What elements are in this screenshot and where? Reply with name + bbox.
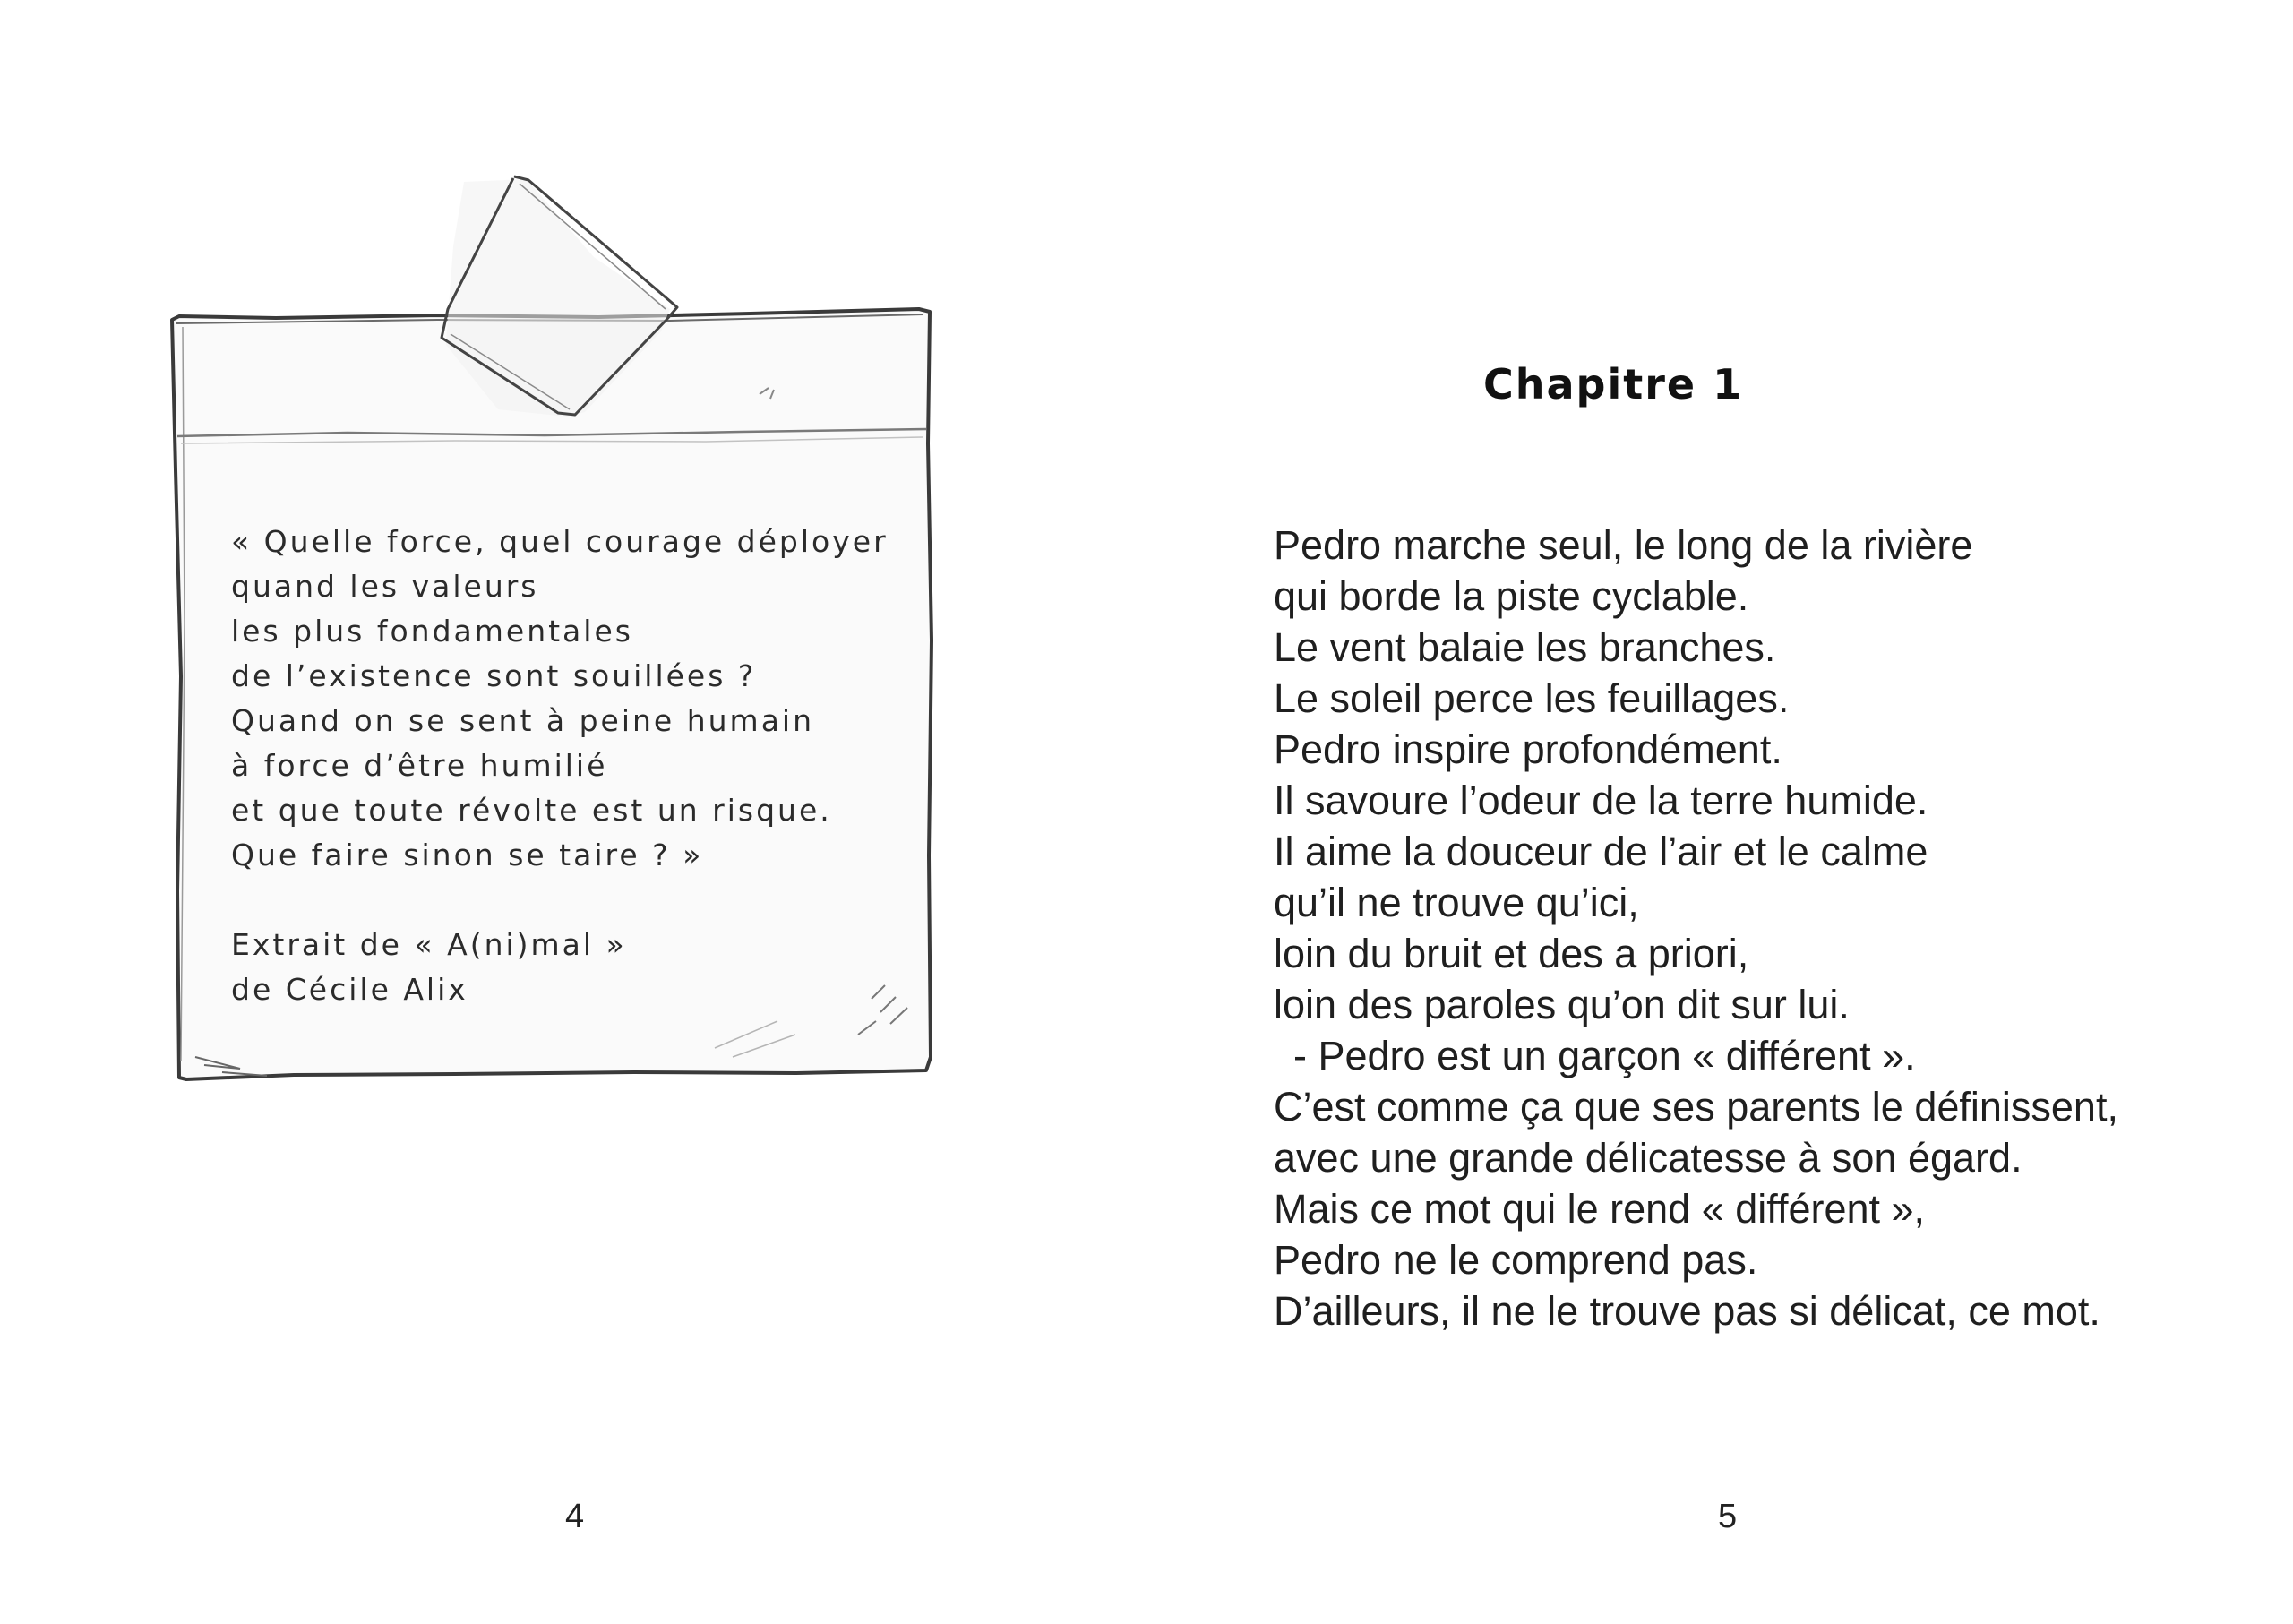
page-number: 5: [1718, 1498, 1738, 1535]
body-line: qui borde la piste cyclable.: [1274, 573, 1749, 619]
quote-line: Quand on se sent à peine humain: [231, 703, 815, 738]
body-line: Pedro ne le comprend pas.: [1274, 1237, 1758, 1283]
chapter-body: [1274, 520, 2277, 1336]
quote-line: Que faire sinon se taire ? »: [231, 838, 704, 872]
quote-line: quand les valeurs: [231, 569, 539, 604]
quote-line: de l’existence sont souillées ?: [231, 658, 757, 693]
body-line: qu’il ne trouve qu’ici,: [1274, 880, 1639, 925]
body-line: Pedro inspire profondément.: [1274, 726, 1782, 772]
page-number: 4: [565, 1498, 585, 1535]
quote-source-line: de Cécile Alix: [231, 972, 468, 1007]
body-line: C’est comme ça que ses parents le définissent,: [1274, 1084, 2118, 1130]
dialogue-line: - Pedro est un garçon « différent ».: [1293, 1033, 1916, 1078]
quote-source-line: Extrait de « A(ni)mal »: [231, 927, 627, 962]
body-line: loin du bruit et des a priori,: [1274, 931, 1749, 976]
body-line: Pedro marche seul, le long de la rivière: [1274, 522, 1973, 568]
body-line: Mais ce mot qui le rend « différent »,: [1274, 1186, 1926, 1232]
quote-line: et que toute révolte est un risque.: [231, 793, 832, 828]
quote-line: « Quelle force, quel courage déployer: [231, 524, 889, 559]
body-line: Il aime la douceur de l’air et le calme: [1274, 829, 1928, 874]
body-line: loin des paroles qu’on dit sur lui.: [1274, 982, 1850, 1027]
taped-note: [168, 175, 940, 1106]
left-page: [0, 0, 1146, 1624]
quote-line: à force d’être humilié: [231, 748, 608, 783]
body-line: Le soleil perce les feuillages.: [1274, 675, 1790, 721]
body-line: Le vent balaie les branches.: [1274, 624, 1776, 670]
right-page: [1146, 0, 2293, 1624]
body-line: Il savoure l’odeur de la terre humide.: [1274, 778, 1928, 823]
chapter-title: Chapitre 1: [1483, 360, 1744, 408]
body-line: D’ailleurs, il ne le trouve pas si délicat, ce mot.: [1274, 1288, 2100, 1334]
quote-spacer: [231, 878, 930, 923]
note-quote: [231, 520, 930, 1012]
quote-line: les plus fondamentales: [231, 614, 633, 649]
body-line: avec une grande délicatesse à son égard.: [1274, 1135, 2022, 1181]
